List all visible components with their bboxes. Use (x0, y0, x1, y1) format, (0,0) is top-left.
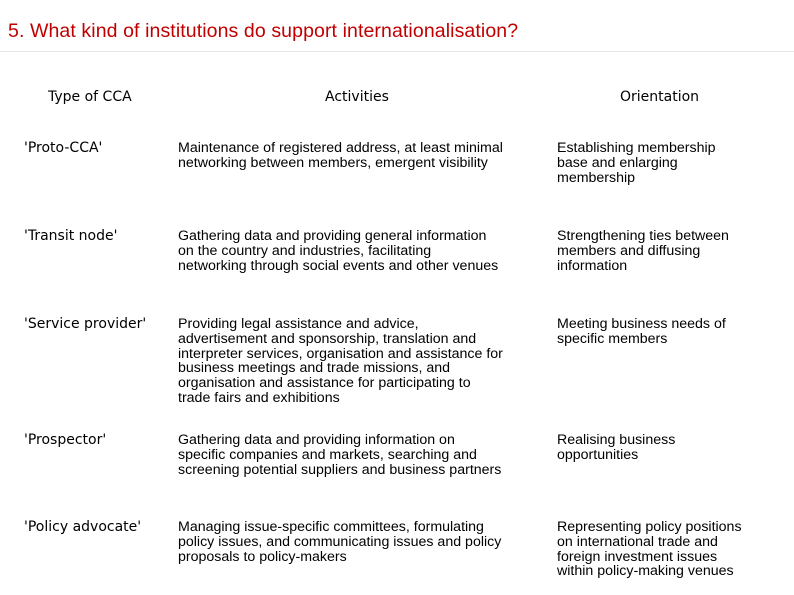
row-orientation: Realising business opportunities (557, 432, 676, 463)
row-activities: Maintenance of registered address, at least minimal networking between members, emergent visibility (178, 140, 503, 171)
row-orientation: Representing policy positions on international trade and foreign investment issues within policy-making venues (557, 519, 742, 580)
row-type: 'Proto-CCA' (24, 140, 103, 156)
row-type: 'Transit node' (24, 228, 118, 244)
row-activities: Managing issue-specific committees, formulating policy issues, and communicating issues and policy proposals to policy-makers (178, 519, 502, 565)
header-orientation: Orientation (620, 89, 700, 105)
slide-title: 5. What kind of institutions do support internationalisation? (8, 20, 519, 42)
header-activities: Activities (325, 89, 389, 105)
row-orientation: Strengthening ties between members and diffusing information (557, 228, 729, 274)
title-divider (0, 51, 794, 52)
header-type: Type of CCA (48, 89, 132, 105)
row-type: 'Service provider' (24, 316, 147, 332)
row-activities: Gathering data and providing general information on the country and industries, facilitating networking through social events and other venues (178, 228, 499, 274)
row-orientation: Meeting business needs of specific members (557, 316, 726, 347)
row-orientation: Establishing membership base and enlarging membership (557, 140, 716, 186)
row-type: 'Policy advocate' (24, 519, 142, 535)
row-type: 'Prospector' (24, 432, 107, 448)
row-activities: Providing legal assistance and advice, advertisement and sponsorship, translation and interpreter services, organisation and assistance for business meetings and trade missions, and organisation and assistance for participating to trade fairs and exhibitions (178, 316, 503, 406)
row-activities: Gathering data and providing information on specific companies and markets, searching and screening potential suppliers and business partners (178, 432, 502, 478)
